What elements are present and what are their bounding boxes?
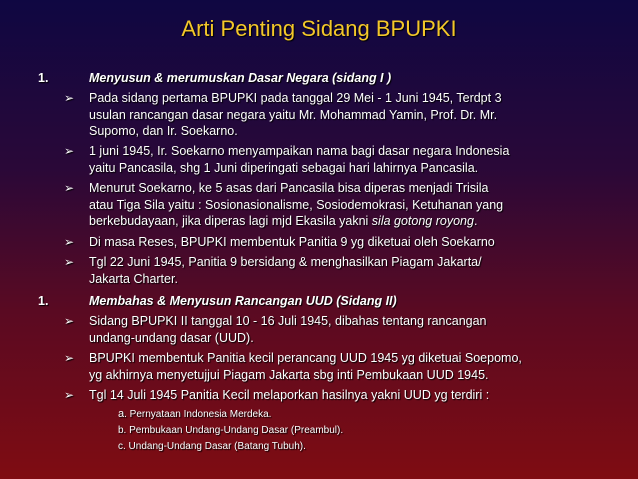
emphasis-text: sila gotong royong [371, 214, 474, 228]
bullet-5 [64, 254, 624, 287]
bullet-line [89, 213, 624, 230]
section-heading-text: Menyusun & merumuskan Dasar Negara (sidang I ) [89, 71, 392, 85]
bullet-line: BPUPKI membentuk Panitia kecil perancang UUD 1945 yg diketuai Soepomo, [89, 351, 522, 365]
bullet-line: usulan rancangan dasar negara yaitu Mr. Mohammad Yamin, Prof. Dr. Mr. [89, 107, 498, 122]
arrow-bullet-icon: ➢ [64, 181, 75, 195]
bullet-line: Jakarta Charter. [89, 271, 178, 286]
bullet-line: yg akhirnya menyetujjui Piagam Jakarta sbg inti Pembukaan UUD 1945. [89, 367, 489, 382]
section-heading-2 [38, 294, 397, 308]
bullet-line: 1 juni 1945, Ir. Soekarno menyampaikan nama bagi dasar negara Indonesia [89, 144, 510, 158]
arrow-bullet-icon: ➢ [64, 255, 75, 269]
arrow-bullet-icon: ➢ [64, 351, 75, 365]
bullet-8 [64, 387, 624, 404]
bullet-7 [64, 350, 624, 383]
arrow-bullet-icon: ➢ [64, 144, 75, 158]
bullet-line: Pada sidang pertama BPUPKI pada tanggal 29 Mei - 1 Juni 1945, Terdpt 3 [89, 91, 502, 105]
section-heading-text: Membahas & Menyusun Rancangan UUD (Sidang II) [89, 294, 397, 308]
arrow-bullet-icon: ➢ [64, 235, 75, 249]
bullet-line: undang-undang dasar (UUD). [89, 330, 254, 345]
sub-item-a [118, 408, 271, 421]
bullet-line: Di masa Reses, BPUPKI membentuk Panitia 9 yg diketuai oleh Soekarno [89, 235, 495, 249]
sub-item-letter: a [118, 408, 125, 420]
sub-item-text: . Pernyataan Indonesia Merdeka. [124, 409, 272, 420]
sub-item-text: b. Pembukaan Undang-Undang Dasar (Preambul). [118, 425, 344, 436]
bullet-line: Menurut Soekarno, ke 5 asas dari Pancasila bisa diperas menjadi Trisila [89, 181, 489, 195]
section-number: 1. [38, 71, 49, 85]
sub-item-text: c. Undang-Undang Dasar (Batang Tubuh). [118, 441, 306, 452]
bullet-line: Tgl 14 Juli 1945 Panitia Kecil melaporkan hasilnya yakni UUD yg terdiri : [89, 388, 490, 402]
bullet-line: atau Tiga Sila yaitu : Sosionasionalisme, Sosiodemokrasi, Ketuhanan yang [89, 197, 504, 212]
section-number: 1. [38, 294, 49, 308]
bullet-4 [64, 234, 624, 251]
arrow-bullet-icon: ➢ [64, 314, 75, 328]
arrow-bullet-icon: ➢ [64, 388, 75, 402]
arrow-bullet-icon: ➢ [64, 91, 75, 105]
bullet-1 [64, 90, 624, 140]
section-heading-1 [38, 71, 391, 85]
slide-title: Arti Penting Sidang BPUPKI [181, 16, 457, 41]
bullet-6 [64, 313, 624, 346]
bullet-line-text: berkebudayaan, jika diperas lagi mjd Ekasila yakni [89, 214, 372, 228]
bullet-3 [64, 180, 624, 230]
bullet-line: Supomo, dan Ir. Soekarno. [89, 124, 238, 138]
sub-item-c [118, 440, 306, 453]
bullet-line: Tgl 22 Juni 1945, Panitia 9 bersidang & menghasilkan Piagam Jakarta/ [89, 255, 482, 269]
bullet-line: yaitu Pancasila, shg 1 Juni diperingati sebagai hari lahirnya Pancasila. [89, 160, 479, 175]
sub-item-b [118, 424, 343, 437]
bullet-line-end: . [473, 214, 478, 228]
bullet-2 [64, 143, 624, 176]
bullet-line: Sidang BPUPKI II tanggal 10 - 16 Juli 1945, dibahas tentang rancangan [89, 314, 487, 328]
